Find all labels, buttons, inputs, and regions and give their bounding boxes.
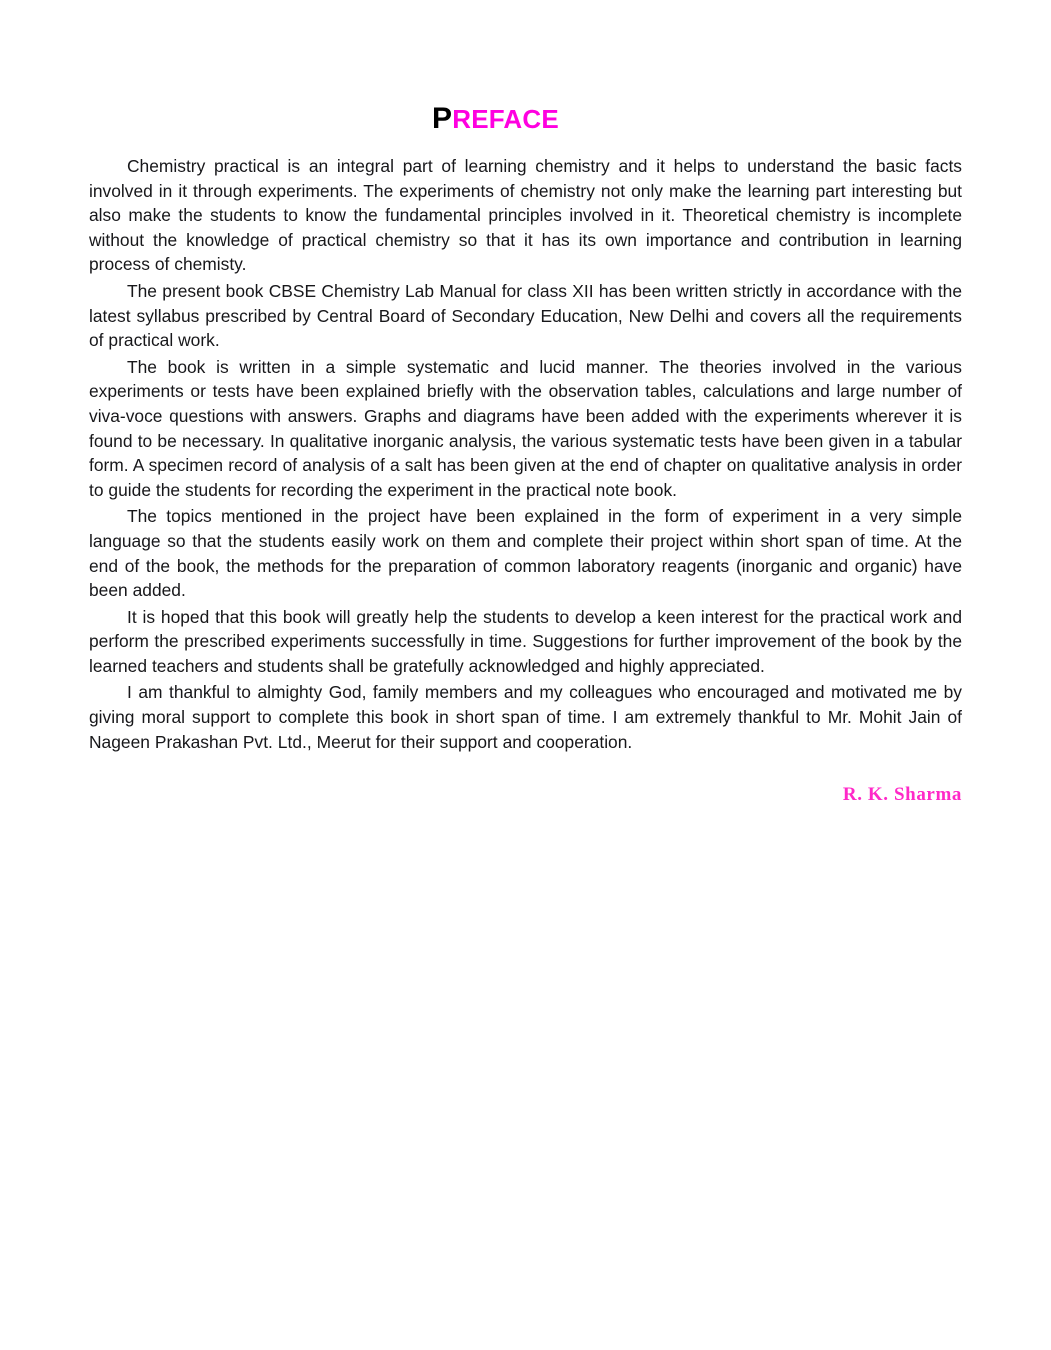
page-content <box>89 100 962 806</box>
paragraph-1: Chemistry practical is an integral part of learning chemistry and it helps to understand the basic facts involved in it through experiments. The experiments of chemistry not only make the learning part interesting but also make the students to know the fundamental principles involved in it. Theoretical chemistry is incomplete without the knowledge of practical chemistry so that it has its own importance and contribution in learning process of chemisty. <box>89 156 962 275</box>
paragraph-3: The book is written in a simple systematic and lucid manner. The theories involved in the various experiments or tests have been explained briefly with the observation tables, calculations and large number of viva-voce questions with answers. Graphs and diagrams have been added with the experiments wherever it is found to be necessary. In qualitative inorganic analysis, the various systematic tests have been given in a tabular form. A specimen record of analysis of a salt has been given at the end of chapter on qualitative analysis in order to guide the students for recording the experiment in the practical note book. <box>89 356 962 500</box>
signature-block <box>89 784 962 806</box>
page-title <box>89 100 962 136</box>
paragraph-6: I am thankful to almighty God, family members and my colleagues who encouraged and motivated me by giving moral support to complete this book in short span of time. I am extremely thankful to Mr. Mohit Jain of Nageen Prakashan Pvt. Ltd., Meerut for their support and cooperation. <box>89 682 962 752</box>
paragraph-4: The topics mentioned in the project have been explained in the form of experiment in a very simple language so that the students easily work on them and complete their project within short span of time. At the end of the book, the methods for the preparation of common laboratory reagents (inorganic and organic) have been added. <box>89 506 962 601</box>
page-title-initial: P <box>432 102 453 135</box>
paragraph-5: It is hoped that this book will greatly help the students to develop a keen interest for the practical work and perform the prescribed experiments successfully in time. Suggestions for further improvement of the book by the learned teachers and students shall be gratefully acknowledged and highly appreciated. <box>89 606 962 676</box>
paragraph-2: The present book CBSE Chemistry Lab Manual for class XII has been written strictly in accordance with the latest syllabus prescribed by Central Board of Secondary Education, New Delhi and covers all the requirements of practical work. <box>89 280 962 351</box>
author-signature: R. K. Sharma <box>842 784 962 806</box>
page-title-rest: REFACE <box>452 104 559 134</box>
